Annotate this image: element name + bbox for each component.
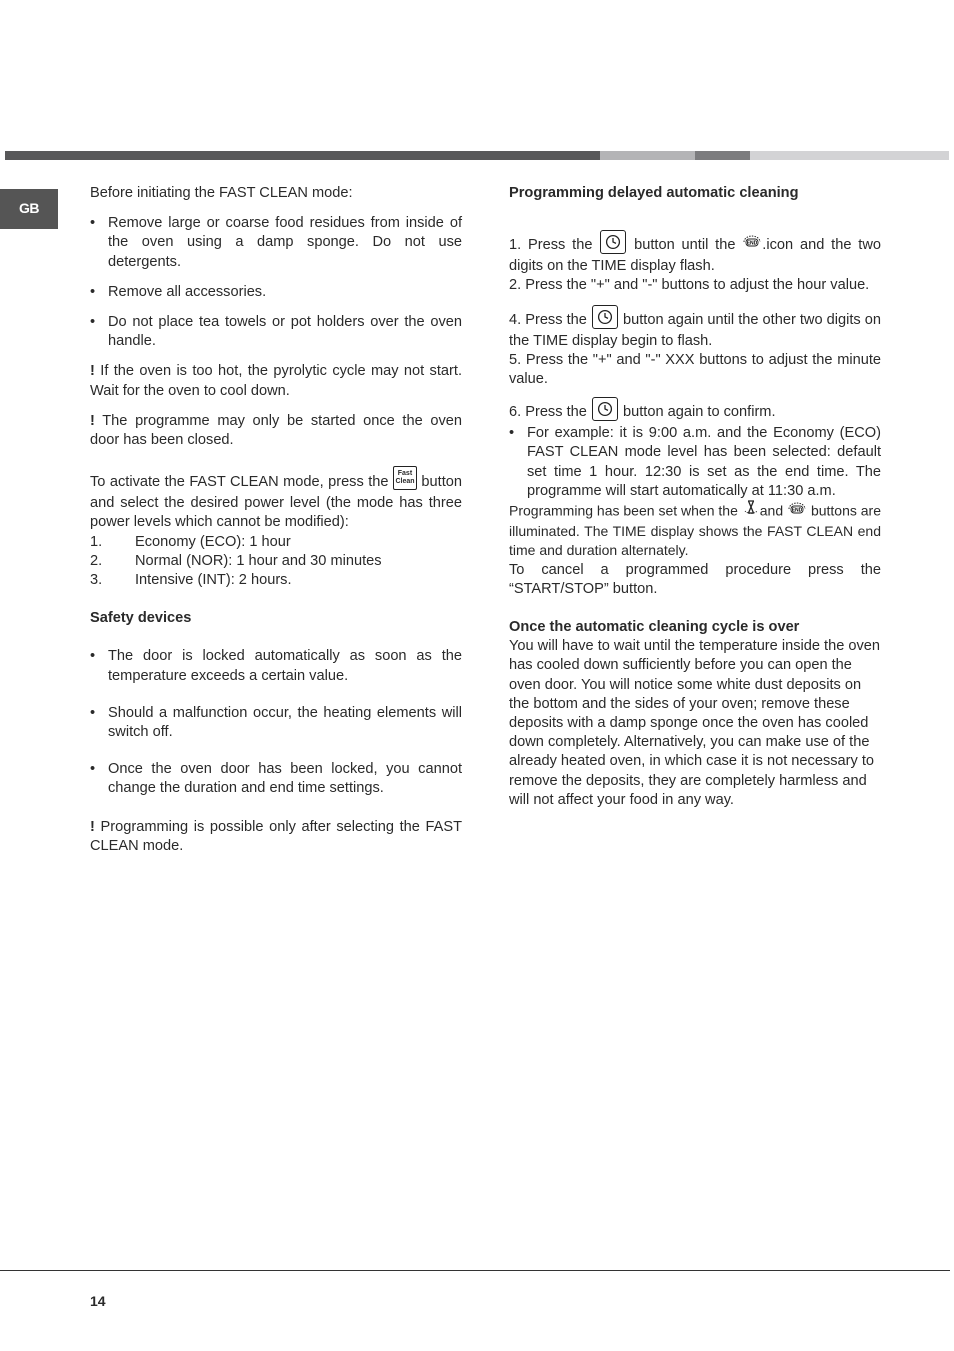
warning-icon: ! <box>90 412 95 429</box>
step-text: 4. Press the button again until the other two digits on the TIME display begin to flash. <box>509 308 881 351</box>
warning-icon: ! <box>90 818 95 835</box>
intro-text: Before initiating the FAST CLEAN mode: <box>90 185 353 201</box>
warning-text: ! The programme may only be started once the oven door has been closed. <box>90 412 462 449</box>
warning-text: ! Programming is possible only after selecting the FAST CLEAN mode. <box>90 818 462 854</box>
list-item: • Remove all accessories. <box>90 283 267 300</box>
list-item: 3. Intensive (INT): 2 hours. <box>90 572 292 589</box>
list-item: • Should a malfunction occur, the heating elements will switch off. <box>90 704 462 741</box>
list-item: • The door is locked automatically as soon as the temperature exceeds a certain value. <box>90 648 462 684</box>
list-item: • Remove large or coarse food residues from inside of the oven using a damp sponge. Do not use detergents. <box>90 215 462 270</box>
list-item: 1. Economy (ECO): 1 hour <box>90 533 291 550</box>
left-column <box>90 184 462 856</box>
header-bar-mid <box>600 151 695 160</box>
end-icon <box>742 233 762 253</box>
header-bar-grey <box>695 151 750 160</box>
duration-icon <box>742 499 760 520</box>
programming-set-text: Programming has been set when the and END buttons are illuminated. The TIME display shows the FAST CLEAN end time and duration alternately. <box>509 501 881 561</box>
footer-rule <box>0 1270 950 1271</box>
svg-text:END: END <box>747 240 758 247</box>
clock-button-icon <box>592 397 618 421</box>
section-heading: Programming delayed automatic cleaning <box>509 185 799 201</box>
fast-clean-icon: Fast Clean <box>393 466 417 490</box>
list-item: • For example: it is 9:00 a.m. and the Economy (ECO) FAST CLEAN mode level has been selected: default set time 1 hour. 12:30 is set as the end time. The programme will start automatically at 11:30 a.m. <box>509 425 881 499</box>
list-item: • Once the oven door has been locked, you cannot change the duration and end time settings. <box>90 761 462 797</box>
list-item: 2. Normal (NOR): 1 hour and 30 minutes <box>90 552 382 569</box>
clock-button-icon <box>592 305 618 329</box>
section-heading: Once the automatic cleaning cycle is over <box>509 619 800 636</box>
step-text: 2. Press the "+" and "-" buttons to adjust the hour value. <box>509 277 870 294</box>
header-bar-dark <box>5 151 600 160</box>
safety-heading: Safety devices <box>90 610 192 627</box>
svg-text:END: END <box>791 507 803 514</box>
cancel-text: To cancel a programmed procedure press the “START/STOP” button. <box>509 561 881 597</box>
warning-icon: ! <box>90 363 95 380</box>
clock-button-icon <box>600 230 626 254</box>
end-icon <box>787 500 807 519</box>
step-text: 6. Press the button again to confirm. <box>509 400 881 424</box>
step-text: 5. Press the "+" and "-" XXX buttons to adjust the minute value. <box>509 351 881 388</box>
activate-text: To activate the FAST CLEAN mode, press the Fast Clean button and select the desired power level (the mode has three power levels which cannot be modified): <box>90 470 462 532</box>
list-item: • Do not place tea towels or pot holders over the oven handle. <box>90 314 462 350</box>
warning-text: ! If the oven is too hot, the pyrolytic cycle may not start. Wait for the oven to cool down. <box>90 363 462 399</box>
right-column <box>509 184 881 810</box>
cycle-text: You will have to wait until the temperature inside the oven has cooled down sufficiently before you can open the oven door. You will notice some white dust deposits on the bottom and the sides of your oven; remove these deposits with a damp sponge once the oven has cooled down completely. Alternatively, you can make use of the already heated oven, in which case it is not necessary to remove the deposits, they are completely harmless and will not affect your food in any way. <box>509 638 881 808</box>
header-bar-light <box>750 151 949 160</box>
step-text: 1. Press the button until the END .icon and the two digits on the TIME display flash. <box>509 233 881 276</box>
language-tab: GB <box>0 189 58 229</box>
page-number: 14 <box>90 1293 106 1309</box>
